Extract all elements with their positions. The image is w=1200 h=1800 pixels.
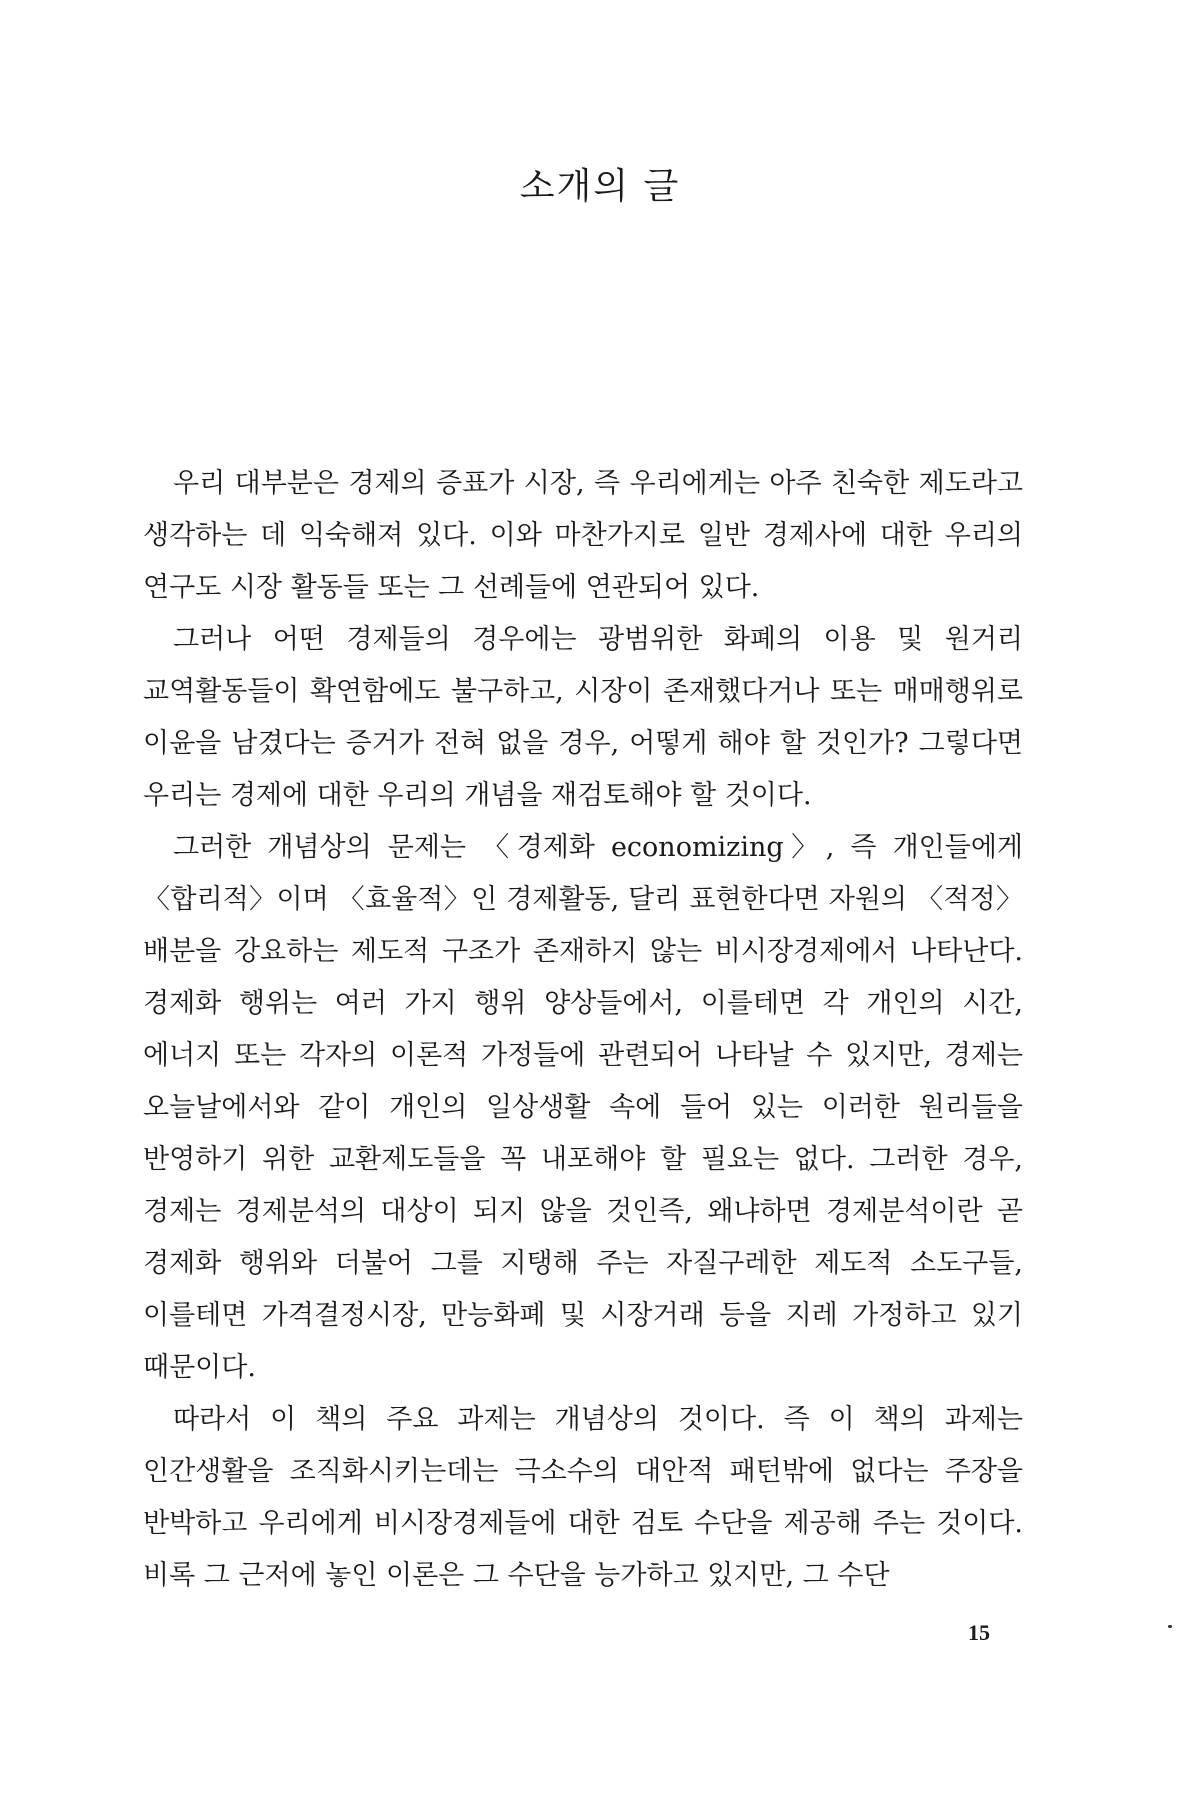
paragraph-2: 그러나 어떤 경제들의 경우에는 광범위한 화폐의 이용 및 원거리 교역활동들이 확연함에도 불구하고, 시장이 존재했다거나 또는 매매행위로 이윤을 남겼다는 증거가 전혀 없을 경우, 어떻게 해야 할 것인가? 그렇다면 우리는 경제에 대한 우리의 개념을 재검토해야 할 것이다. [143, 624, 1023, 811]
page-number: 15 [968, 1620, 990, 1645]
paragraph-1: 우리 대부분은 경제의 증표가 시장, 즉 우리에게는 아주 친숙한 제도라고 생각하는 데 익숙해져 있다. 이와 마찬가지로 일반 경제사에 대한 우리의 연구도 시장 활동들 또는 그 선례들에 연관되어 있다. [143, 468, 1023, 603]
paragraph-4: 따라서 이 책의 주요 과제는 개념상의 것이다. 즉 이 책의 과제는 인간생활을 조직화시키는데는 극소수의 대안적 패턴밖에 없다는 주장을 반박하고 우리에게 비시장경제들에 대한 검토 수단을 제공해 주는 것이다. 비록 그 근저에 놓인 이론은 그 수단을 능가하고 있지만, 그 수단 [143, 1404, 1023, 1591]
page-title: 소개의 글 [519, 166, 681, 207]
scan-speck [1168, 1625, 1172, 1628]
paragraph-3: 그러한 개념상의 문제는 〈경제화 economizing〉, 즉 개인들에게 〈합리적〉이며 〈효율적〉인 경제활동, 달리 표현한다면 자원의 〈적정〉 배분을 강요하는 제도적 구조가 존재하지 않는 비시장경제에서 나타난다. 경제화 행위는 여러 가지 행위 양상들에서, 이를테면 각 개인의 시간, 에너지 또는 각자의 이론적 가정들에 관련되어 나타날 수 있지만, 경제는 오늘날에서와 같이 개인의 일상생활 속에 들어 있는 이러한 원리들을 반영하기 위한 교환제도들을 꼭 내포해야 할 필요는 없다. 그러한 경우, 경제는 경제분석의 대상이 되지 않을 것인즉, 왜냐하면 경제분석이란 곧 경제화 행위와 더불어 그를 지탱해 주는 자질구레한 제도적 소도구들, 이를테면 가격결정시장, 만능화폐 및 시장거래 등을 지레 가정하고 있기 때문이다. [143, 832, 1023, 1383]
body-text [143, 458, 1023, 1602]
